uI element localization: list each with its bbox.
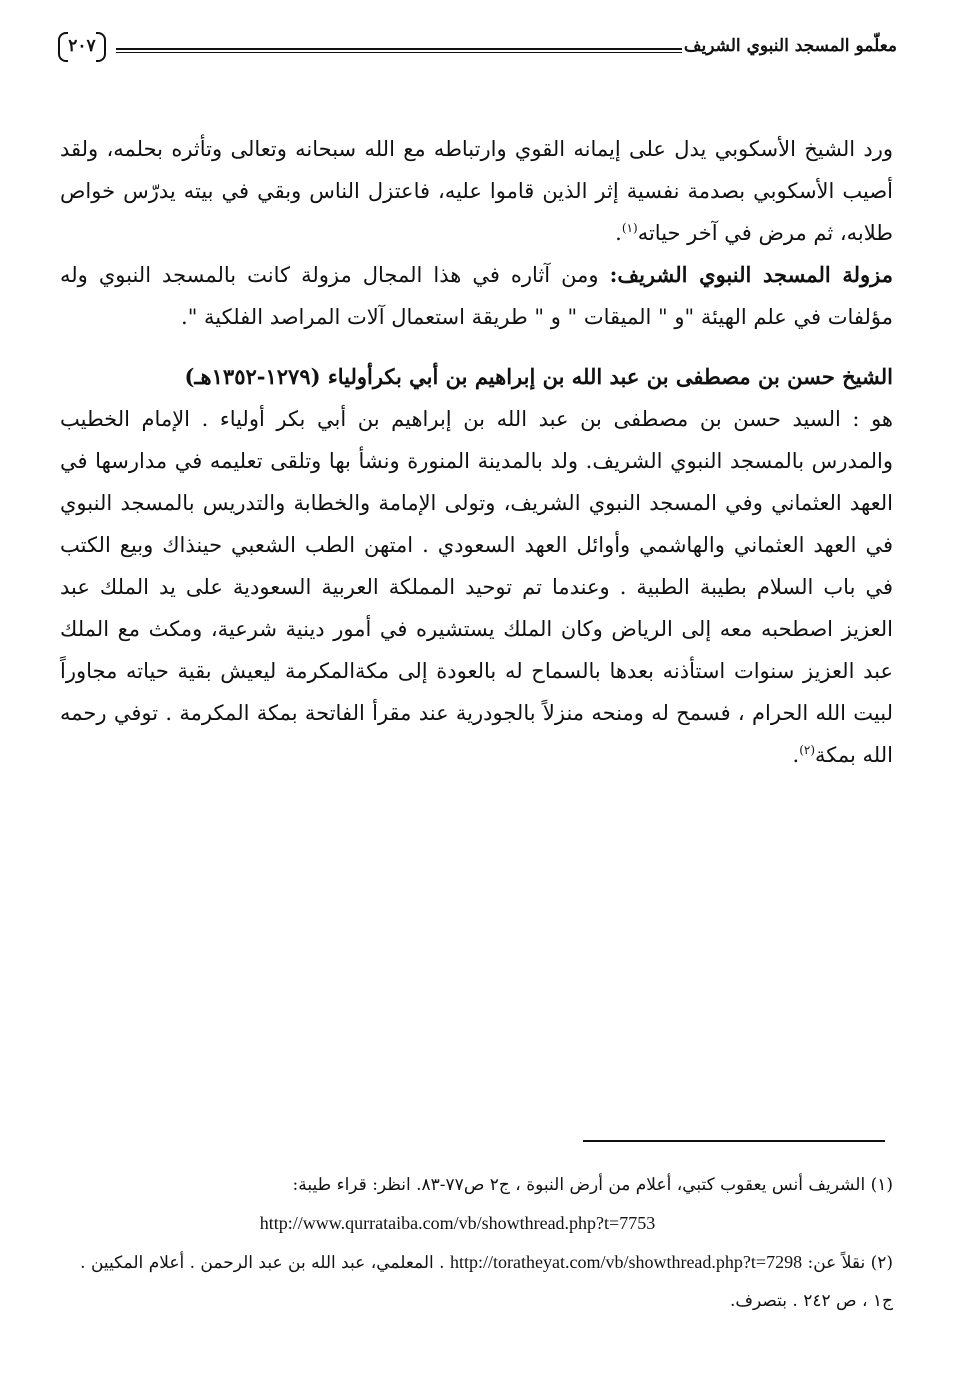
- section-heading: الشيخ حسن بن مصطفى بن عبد الله بن إبراهيم بن أبي بكرأولياء (١٢٧٩-١٣٥٢هـ): [184, 364, 893, 389]
- page-number: ٢٠٧: [58, 30, 106, 62]
- body-text: [60, 128, 893, 776]
- header-rule: [116, 48, 682, 53]
- paragraph-3-text: هو : السيد حسن بن مصطفى بن عبد الله بن إبراهيم بن أبي بكر أولياء . الإمام الخطيب والمدرس بالمسجد النبوي الشريف. ولد بالمدينة المنورة ونشأ بها وتلقى تعليمه في مدارسها في العهد العثماني وفي المسجد النبوي الشريف، وتولى الإمامة والخطابة والتدريس بالمسجد النبوي في العهد العثماني والهاشمي وأوائل العهد السعودي . امتهن الطب الشعبي حينذاك وبيع الكتب في باب السلام بطيبة الطبية . وعندما تم توحيد المملكة العربية السعودية على يد الملك عبد العزيز اصطحبه معه إلى الرياض وكان الملك يستشيره في أمور دينية شرعية، ومكث مع الملك عبد العزيز سنوات استأذنه بعدها بالسماح له بالعودة إلى مكةالمكرمة ليعيش بقية حياته مجاوراً لبيت الله الحرام ، فسمح له ومنحه منزلاً بالجودرية عند مقرأ الفاتحة بمكة المكرمة . توفي رحمه الله بمكة: [60, 407, 893, 767]
- paragraph-2-bold-lead: مزولة المسجد النبوي الشريف:: [609, 262, 893, 287]
- footnote-2: [62, 1243, 893, 1320]
- footnote-ref-1: (١): [621, 221, 638, 235]
- paragraph-1-end: .: [615, 221, 622, 245]
- header-title: معلّمو المسجد النبوي الشريف: [683, 36, 897, 56]
- footnote-ref-2: (٢): [799, 743, 816, 757]
- footnote-1-url: http://www.qurrataiba.com/vb/showthread.php?t=7753: [259, 1213, 656, 1233]
- paragraph-2-text: ومن آثاره في هذا المجال مزولة كانت بالمسجد النبوي وله مؤلفات في علم الهيئة "و " الميقات " و " طريقة استعمال آلات المراصد الفلكية ".: [60, 263, 893, 329]
- footnotes: [62, 1166, 893, 1320]
- paragraph-1-text: ورد الشيخ الأسكوبي يدل على إيمانه القوي وارتباطه مع الله سبحانه وتعالى وتأثره بحلمه، ولقد أصيب الأسكوبي بصدمة نفسية إثر الذين قاموا عليه، فاعتزل الناس وبقي في بيته يدرّس خواص طلابه، ثم مرض في آخر حياته: [60, 137, 893, 245]
- footnote-2-url: http://toratheyat.com/vb/showthread.php?t=7298: [449, 1252, 803, 1272]
- running-header: [58, 22, 897, 70]
- footnote-1-url-line: [62, 1204, 893, 1243]
- paragraph-2: [60, 254, 893, 338]
- footnote-separator: [583, 1140, 885, 1142]
- footnote-1: (١) الشريف أنس يعقوب كتبي، أعلام من أرض النبوة ، ج٢ ص٧٧-٨٣. انظر: قراء طيبة:: [292, 1175, 893, 1195]
- paragraph-3-end: .: [792, 743, 800, 767]
- paragraph-1: [60, 128, 893, 254]
- section-gap: [60, 338, 893, 356]
- paragraph-3: [60, 398, 893, 776]
- footnote-2-suffix: . المعلمي، عبد الله بن عبد الرحمن . أعلام المكيين . ج١ ، ص ٢٤٢ . بتصرف.: [80, 1253, 893, 1311]
- footnote-2-prefix: (٢) نقلاً عن:: [807, 1253, 893, 1273]
